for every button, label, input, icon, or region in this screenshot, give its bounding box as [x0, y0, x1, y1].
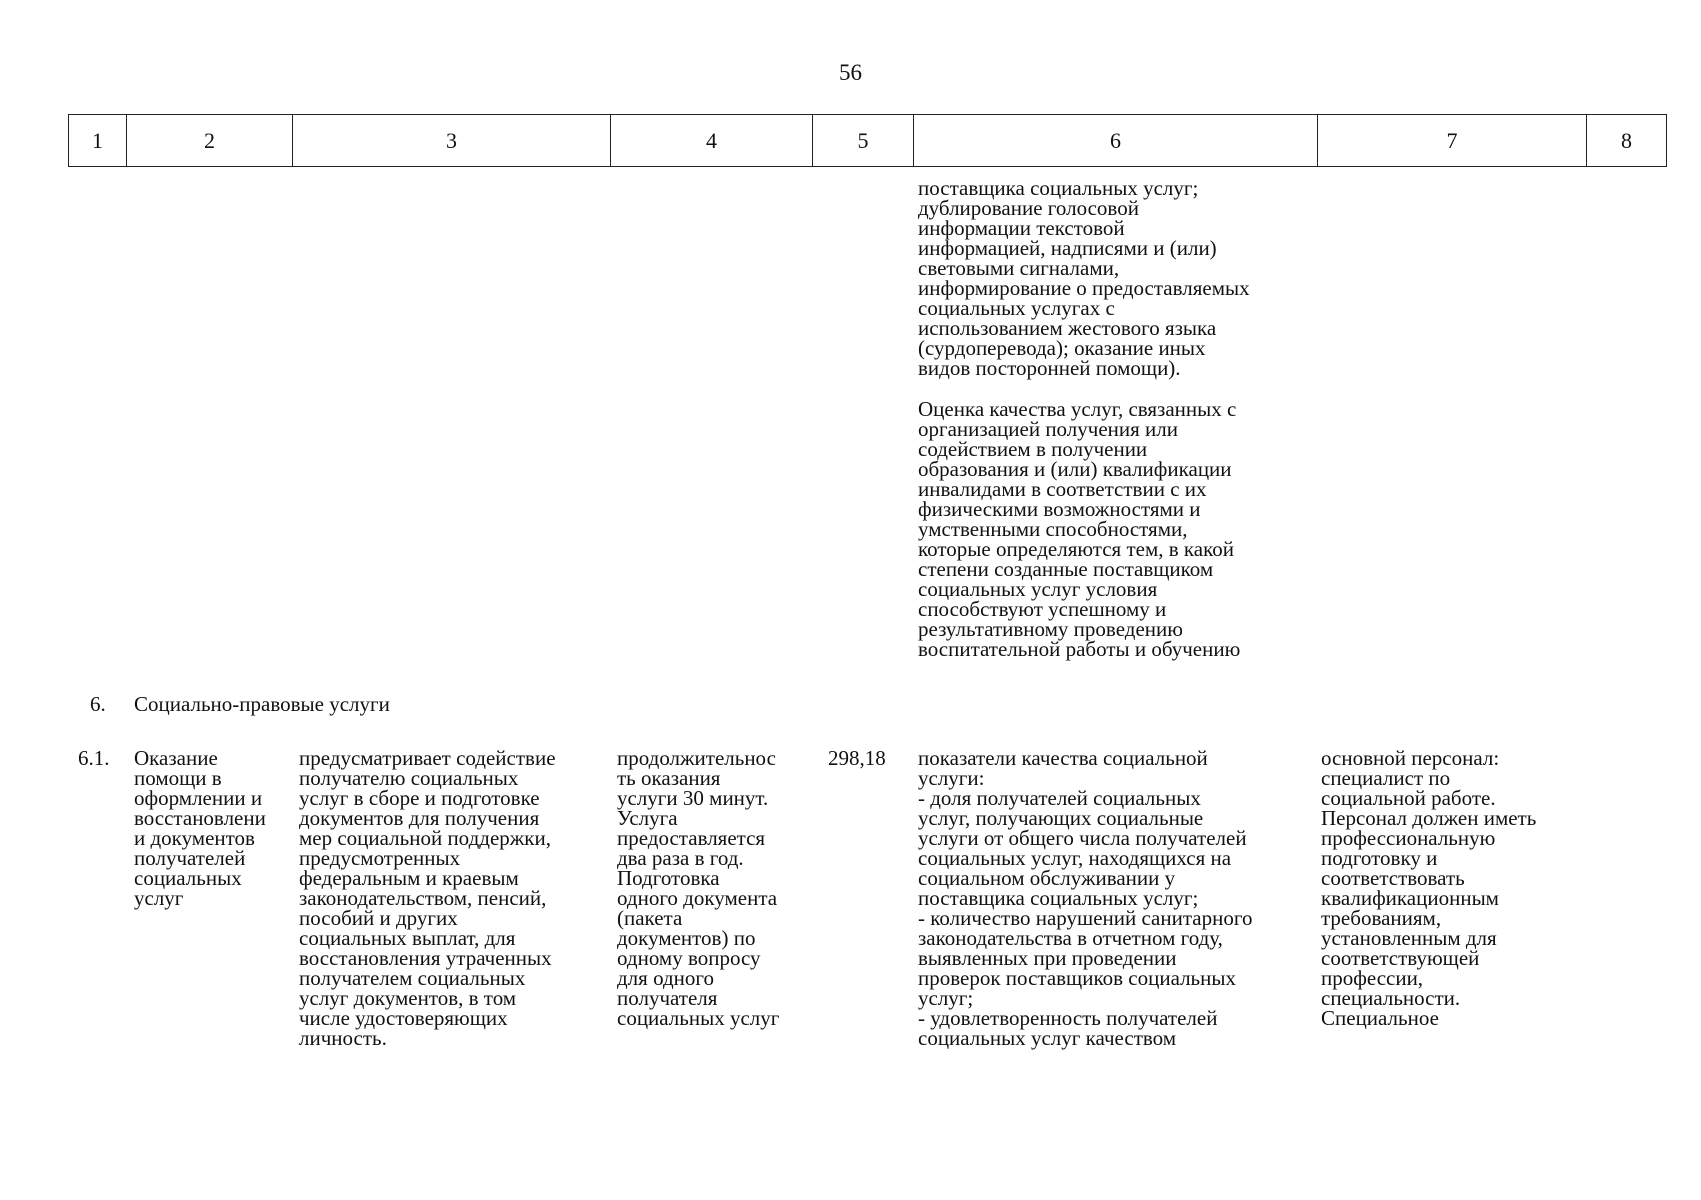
- text-line: оформлении и: [134, 786, 263, 810]
- text-line: Подготовка: [617, 866, 720, 890]
- text-line: которые определяются тем, в какой: [918, 537, 1234, 561]
- text-line: предусмотренных: [299, 846, 461, 870]
- text-line: получателю социальных: [299, 766, 519, 790]
- text-line: информации текстовой: [918, 216, 1125, 240]
- text-line: (пакета: [617, 906, 683, 930]
- text-line: документов для получения: [299, 806, 540, 830]
- staff-qualification: [1321, 808, 1536, 1008]
- header-col-2: 2: [127, 115, 293, 167]
- text-line: социальном обслуживании у: [918, 866, 1176, 890]
- header-col-1: 1: [69, 115, 127, 167]
- text-line: соответствующей: [1321, 946, 1480, 970]
- header-col-3: 3: [293, 115, 611, 167]
- text-line: услуг, получающих социальные: [918, 806, 1204, 830]
- text-line: Оценка качества услуг, связанных с: [918, 397, 1237, 421]
- text-line: информирование о предоставляемых: [918, 276, 1250, 300]
- text-line: воспитательной работы и обучению: [918, 637, 1241, 661]
- text-line: образования и (или) квалификации: [918, 457, 1232, 481]
- text-line: Специальное: [1321, 1006, 1439, 1030]
- text-line: документов) по: [617, 926, 756, 950]
- text-line: социальных услуг качеством: [918, 1026, 1177, 1050]
- text-line: соответствовать: [1321, 866, 1465, 890]
- text-line: услуги от общего числа получателей: [918, 826, 1247, 850]
- text-line: установленным для: [1321, 926, 1497, 950]
- page-number: 56: [839, 60, 862, 85]
- header-col-7: 7: [1318, 115, 1587, 167]
- text-line: профессиональную: [1321, 826, 1496, 850]
- text-line: два раза в год.: [617, 846, 744, 870]
- text-line: - количество нарушений санитарного: [918, 906, 1253, 930]
- text-line: законодательства в отчетном году,: [918, 926, 1223, 950]
- text-line: предоставляется: [617, 826, 766, 850]
- text-line: социальных выплат, для: [299, 926, 516, 950]
- terms-frequency: [617, 808, 779, 868]
- staff-special: [1321, 1008, 1536, 1028]
- text-line: физическими возможностями и: [918, 497, 1201, 521]
- text-line: дублирование голосовой: [918, 196, 1139, 220]
- column-number-header: [68, 114, 1667, 167]
- text-line: (сурдоперевода); оказание иных: [918, 336, 1206, 360]
- staff-main: [1321, 748, 1536, 808]
- text-line: профессии,: [1321, 966, 1424, 990]
- text-line: услуги:: [918, 766, 985, 790]
- text-line: проверок поставщиков социальных: [918, 966, 1236, 990]
- text-line: инвалидами в соответствии с их: [918, 477, 1207, 501]
- service-name: [134, 748, 266, 908]
- section-title: Социально-правовые услуги: [134, 692, 390, 716]
- text-line: Услуга: [617, 806, 678, 830]
- text-line: организацией получения или: [918, 417, 1178, 441]
- text-line: содействием в получении: [918, 437, 1148, 461]
- header-col-6: 6: [914, 115, 1318, 167]
- header-col-4: 4: [611, 115, 813, 167]
- text-line: получателей: [134, 846, 246, 870]
- col6-continued-text: [918, 178, 1250, 378]
- quality-indicators: [918, 748, 1252, 1048]
- text-line: умственными способностями,: [918, 517, 1188, 541]
- service-description: [299, 748, 556, 1048]
- text-line: ть оказания: [617, 766, 721, 790]
- text-line: специальности.: [1321, 986, 1461, 1010]
- text-line: социальных услуг условия: [918, 577, 1158, 601]
- text-line: Персонал должен иметь: [1321, 806, 1537, 830]
- text-line: федеральным и краевым: [299, 866, 519, 890]
- text-line: услуг в сборе и подготовке: [299, 786, 540, 810]
- staff-requirements: [1321, 748, 1536, 1028]
- text-line: получателем социальных: [299, 966, 526, 990]
- text-line: личность.: [299, 1026, 387, 1050]
- text-line: результативному проведению: [918, 617, 1183, 641]
- service-terms: [617, 748, 779, 1028]
- terms-duration: [617, 748, 779, 808]
- text-line: показатели качества социальной: [918, 746, 1208, 770]
- section-number: 6.: [90, 692, 106, 716]
- text-line: для одного: [617, 966, 714, 990]
- text-line: степени созданные поставщиком: [918, 557, 1214, 581]
- text-line: услуг: [134, 886, 184, 910]
- text-line: Оказание: [134, 746, 218, 770]
- text-line: законодательством, пенсий,: [299, 886, 547, 910]
- text-line: социальных: [134, 866, 242, 890]
- text-line: использованием жестового языка: [918, 316, 1217, 340]
- text-line: основной персонал:: [1321, 746, 1500, 770]
- header-row: [69, 115, 1667, 167]
- text-line: подготовку и: [1321, 846, 1438, 870]
- text-line: пособий и других: [299, 906, 458, 930]
- text-line: специалист по: [1321, 766, 1451, 790]
- text-line: информацией, надписями и (или): [918, 236, 1217, 260]
- text-line: - удовлетворенность получателей: [918, 1006, 1218, 1030]
- header-col-8: 8: [1587, 115, 1667, 167]
- text-line: социальных услугах с: [918, 296, 1115, 320]
- text-line: социальной работе.: [1321, 786, 1496, 810]
- text-line: мер социальной поддержки,: [299, 826, 551, 850]
- service-tariff: 298,18: [828, 746, 886, 770]
- text-line: одному вопросу: [617, 946, 761, 970]
- text-line: световыми сигналами,: [918, 256, 1120, 280]
- text-line: видов посторонней помощи).: [918, 356, 1181, 380]
- text-line: восстановлени: [134, 806, 266, 830]
- text-line: квалификационным: [1321, 886, 1499, 910]
- text-line: услуги 30 минут.: [617, 786, 769, 810]
- text-line: одного документа: [617, 886, 778, 910]
- header-col-5: 5: [813, 115, 914, 167]
- text-line: числе удостоверяющих: [299, 1006, 508, 1030]
- text-line: поставщика социальных услуг;: [918, 176, 1199, 200]
- terms-document: [617, 868, 779, 1028]
- row-number: 6.1.: [78, 746, 110, 770]
- text-line: - доля получателей социальных: [918, 786, 1201, 810]
- text-line: социальных услуг, находящихся на: [918, 846, 1232, 870]
- text-line: услуг;: [918, 986, 974, 1010]
- text-line: способствуют успешному и: [918, 597, 1167, 621]
- text-line: предусматривает содействие: [299, 746, 556, 770]
- text-line: выявленных при проведении: [918, 946, 1177, 970]
- text-line: получателя: [617, 986, 718, 1010]
- text-line: и документов: [134, 826, 255, 850]
- text-line: услуг документов, в том: [299, 986, 517, 1010]
- text-line: восстановления утраченных: [299, 946, 552, 970]
- text-line: помощи в: [134, 766, 222, 790]
- text-line: поставщика социальных услуг;: [918, 886, 1199, 910]
- text-line: продолжительнос: [617, 746, 776, 770]
- col6-assessment-text: [918, 399, 1240, 659]
- text-line: социальных услуг: [617, 1006, 780, 1030]
- text-line: требованиям,: [1321, 906, 1442, 930]
